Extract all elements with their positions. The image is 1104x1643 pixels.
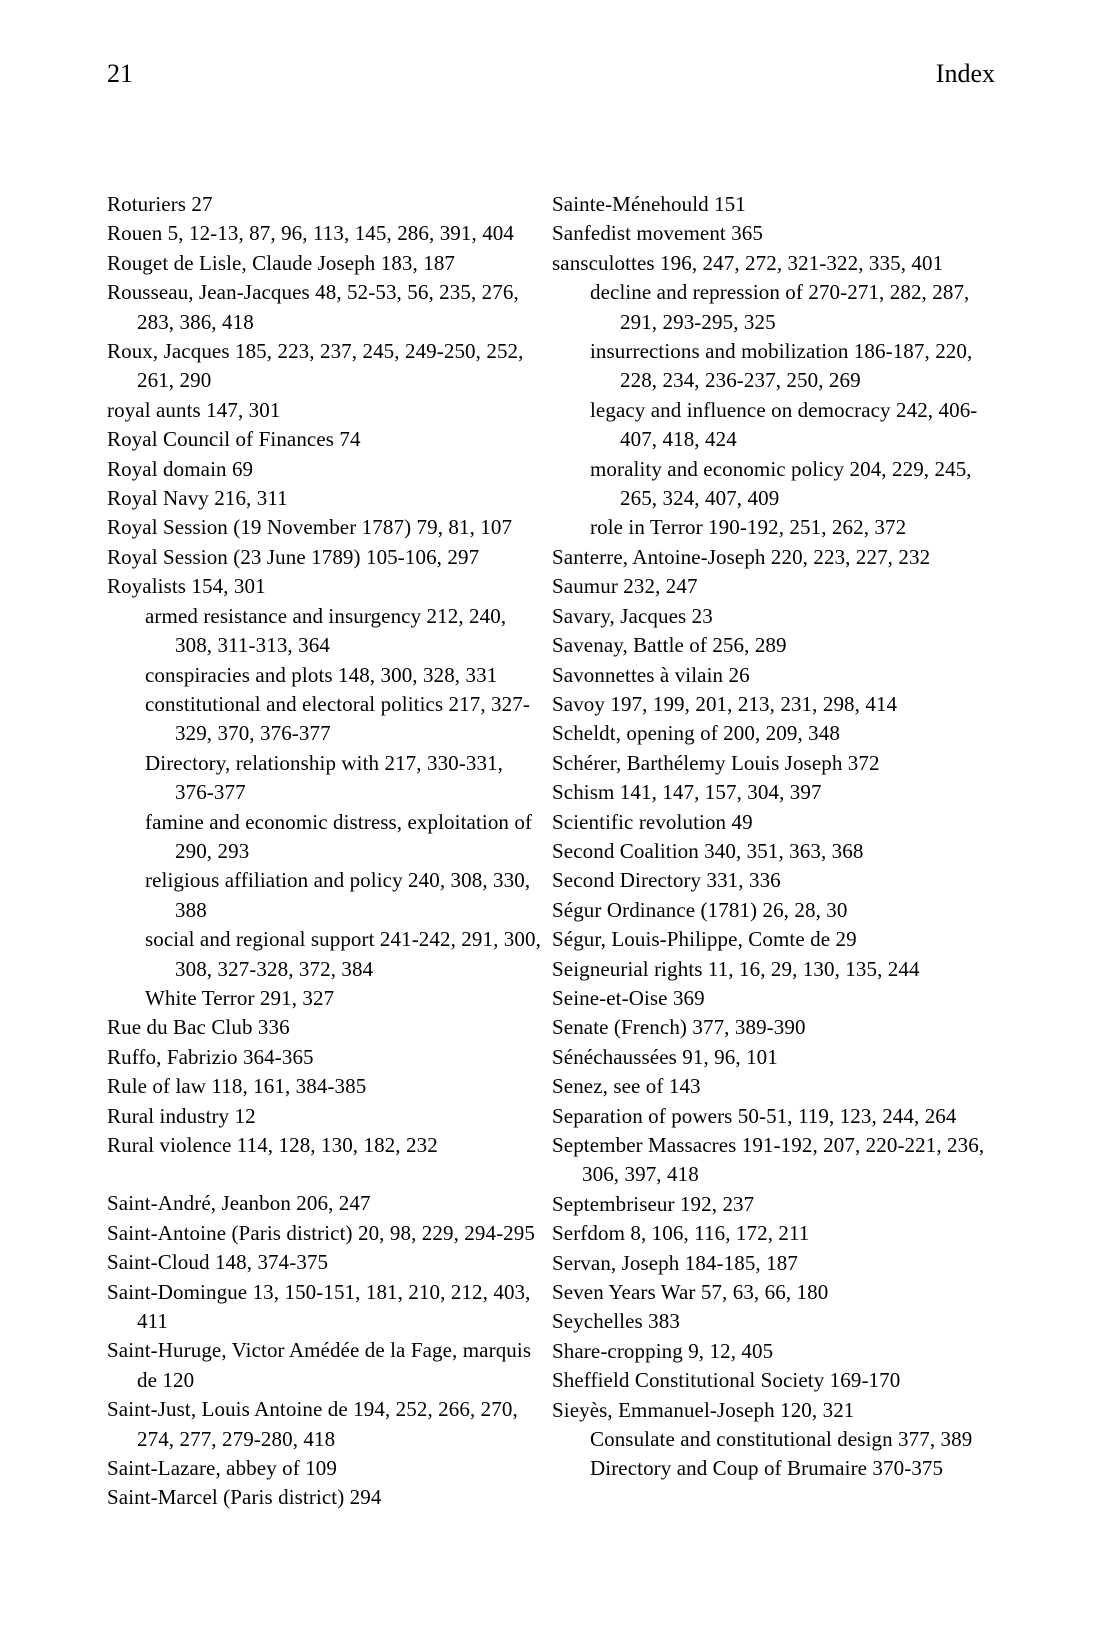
index-entry: Saint-Cloud 148, 374-375 [107, 1250, 329, 1275]
index-entry: Savenay, Battle of 256, 289 [552, 633, 787, 658]
index-entry: Share-cropping 9, 12, 405 [552, 1338, 774, 1363]
index-subentry: Directory and Coup of Brumaire 370-375 [590, 1456, 944, 1481]
index-entry: Rural violence 114, 128, 130, 182, 232 [107, 1133, 438, 1157]
index-entry: Senez, see of 143 [552, 1074, 701, 1099]
index-entry: Separation of powers 50-51, 119, 123, 244, 264 [552, 1103, 957, 1128]
index-subentry: conspiracies and plots 148, 300, 328, 331 [145, 662, 498, 687]
index-entry: Savoy 197, 199, 201, 213, 231, 298, 414 [552, 691, 898, 716]
index-entry: Saint-Just, Louis Antoine de 194, 252, 266, 270, 274, 277, 279-280, 418 [107, 1397, 518, 1451]
index-subentry: Directory, relationship with 217, 330-331, 376-377 [145, 750, 504, 805]
index-subentry: decline and repression of 270-271, 282, 287, 291, 293-295, 325 [590, 280, 970, 334]
index-entry: Santerre, Antoine-Joseph 220, 223, 227, 232 [552, 544, 931, 569]
index-entry: Royalists 154, 301 [107, 574, 266, 599]
page-header [107, 57, 995, 91]
index-subentry: social and regional support 241-242, 291, 300, 308, 327-328, 372, 384 [145, 927, 541, 981]
index-entry: Second Directory 331, 336 [552, 868, 781, 893]
index-entry: Saint-Marcel (Paris district) 294 [107, 1485, 382, 1510]
index-entry: Sieyès, Emmanuel-Joseph 120, 321 [552, 1397, 855, 1422]
index-subentry: armed resistance and insurgency 212, 240, 308, 311-313, 364 [145, 603, 507, 658]
index-entry: Senate (French) 377, 389-390 [552, 1015, 806, 1040]
index-entry: Second Coalition 340, 351, 363, 368 [552, 838, 864, 863]
index-entry: Royal domain 69 [107, 456, 254, 481]
index-subentry: legacy and influence on democracy 242, 406-407, 418, 424 [590, 397, 978, 452]
index-entry: Rouen 5, 12-13, 87, 96, 113, 145, 286, 391, 404 [107, 221, 514, 246]
index-entry: Rule of law 118, 161, 384-385 [107, 1074, 367, 1099]
index-entry: Royal Navy 216, 311 [107, 486, 288, 511]
index-entry: sansculottes 196, 247, 272, 321-322, 335, 401 [552, 250, 944, 275]
index-entry: Saint-Domingue 13, 150-151, 181, 210, 212, 403, 411 [107, 1279, 531, 1334]
index-entry: Saint-André, Jeanbon 206, 247 [107, 1191, 371, 1216]
index-entry: Rue du Bac Club 336 [107, 1015, 290, 1040]
index-column-right [552, 190, 999, 1484]
index-subentry: role in Terror 190-192, 251, 262, 372 [590, 515, 907, 540]
index-entry: Saint-Huruge, Victor Amédée de la Fage, marquis de 120 [107, 1338, 532, 1392]
index-entry: Serfdom 8, 106, 116, 172, 211 [552, 1221, 810, 1246]
index-entry: Royal Session (23 June 1789) 105-106, 297 [107, 544, 480, 569]
index-entry: Schism 141, 147, 157, 304, 397 [552, 780, 822, 805]
index-entry: Savonnettes à vilain 26 [552, 662, 750, 687]
index-entry: Roux, Jacques 185, 223, 237, 245, 249-250, 252, 261, 290 [107, 339, 524, 393]
index-entry: Sheffield Constitutional Society 169-170 [552, 1368, 901, 1393]
index-entry: Royal Session (19 November 1787) 79, 81, 107 [107, 515, 513, 540]
index-entry: Schérer, Barthélemy Louis Joseph 372 [552, 750, 880, 775]
index-subentry: morality and economic policy 204, 229, 245, 265, 324, 407, 409 [590, 456, 972, 511]
index-entry: Savary, Jacques 23 [552, 603, 713, 628]
index-entry: Seine-et-Oise 369 [552, 985, 705, 1010]
index-entry: Seychelles 383 [552, 1309, 680, 1334]
index-entry: Rouget de Lisle, Claude Joseph 183, 187 [107, 250, 456, 275]
index-subentry: White Terror 291, 327 [145, 985, 335, 1010]
index-entry: Roturiers 27 [107, 192, 213, 216]
index-entry: Rural industry 12 [107, 1103, 256, 1128]
index-entry: Saint-Antoine (Paris district) 20, 98, 229, 294-295 [107, 1220, 535, 1245]
index-column-left [107, 190, 544, 1513]
index-entry: Royal Council of Finances 74 [107, 427, 361, 452]
index-entry: Sénéchaussées 91, 96, 101 [552, 1044, 778, 1069]
index-entry: Rousseau, Jean-Jacques 48, 52-53, 56, 235, 276, 283, 386, 418 [107, 280, 519, 334]
page-number: 21 [107, 59, 133, 88]
index-entry: Septembriseur 192, 237 [552, 1191, 755, 1216]
index-entry: Scheldt, opening of 200, 209, 348 [552, 721, 840, 746]
index-entry: Scientific revolution 49 [552, 809, 753, 834]
page-title: Index [935, 59, 995, 88]
index-entry: September Massacres 191-192, 207, 220-221, 236, 306, 397, 418 [552, 1133, 985, 1187]
index-subentry: famine and economic distress, exploitation of 290, 293 [145, 809, 533, 863]
index-entry: Ségur, Louis-Philippe, Comte de 29 [552, 927, 857, 952]
index-entry: Saint-Lazare, abbey of 109 [107, 1456, 338, 1481]
index-entry: Ségur Ordinance (1781) 26, 28, 30 [552, 897, 848, 922]
index-subentry: constitutional and electoral politics 217, 327-329, 370, 376-377 [145, 691, 530, 746]
index-entry: Ruffo, Fabrizio 364-365 [107, 1044, 314, 1069]
index-entry: royal aunts 147, 301 [107, 397, 281, 422]
index-entry: Sainte-Ménehould 151 [552, 192, 746, 216]
index-subentry: insurrections and mobilization 186-187, 220, 228, 234, 236-237, 250, 269 [590, 339, 973, 393]
index-entry: Seven Years War 57, 63, 66, 180 [552, 1280, 829, 1305]
index-subentry: Consulate and constitutional design 377, 389 [590, 1427, 973, 1452]
index-subentry: religious affiliation and policy 240, 308, 330, 388 [145, 868, 531, 922]
index-entry: Saumur 232, 247 [552, 574, 698, 599]
index-entry: Servan, Joseph 184-185, 187 [552, 1250, 798, 1275]
index-entry: Seigneurial rights 11, 16, 29, 130, 135, 244 [552, 956, 920, 981]
index-entry: Sanfedist movement 365 [552, 221, 764, 246]
